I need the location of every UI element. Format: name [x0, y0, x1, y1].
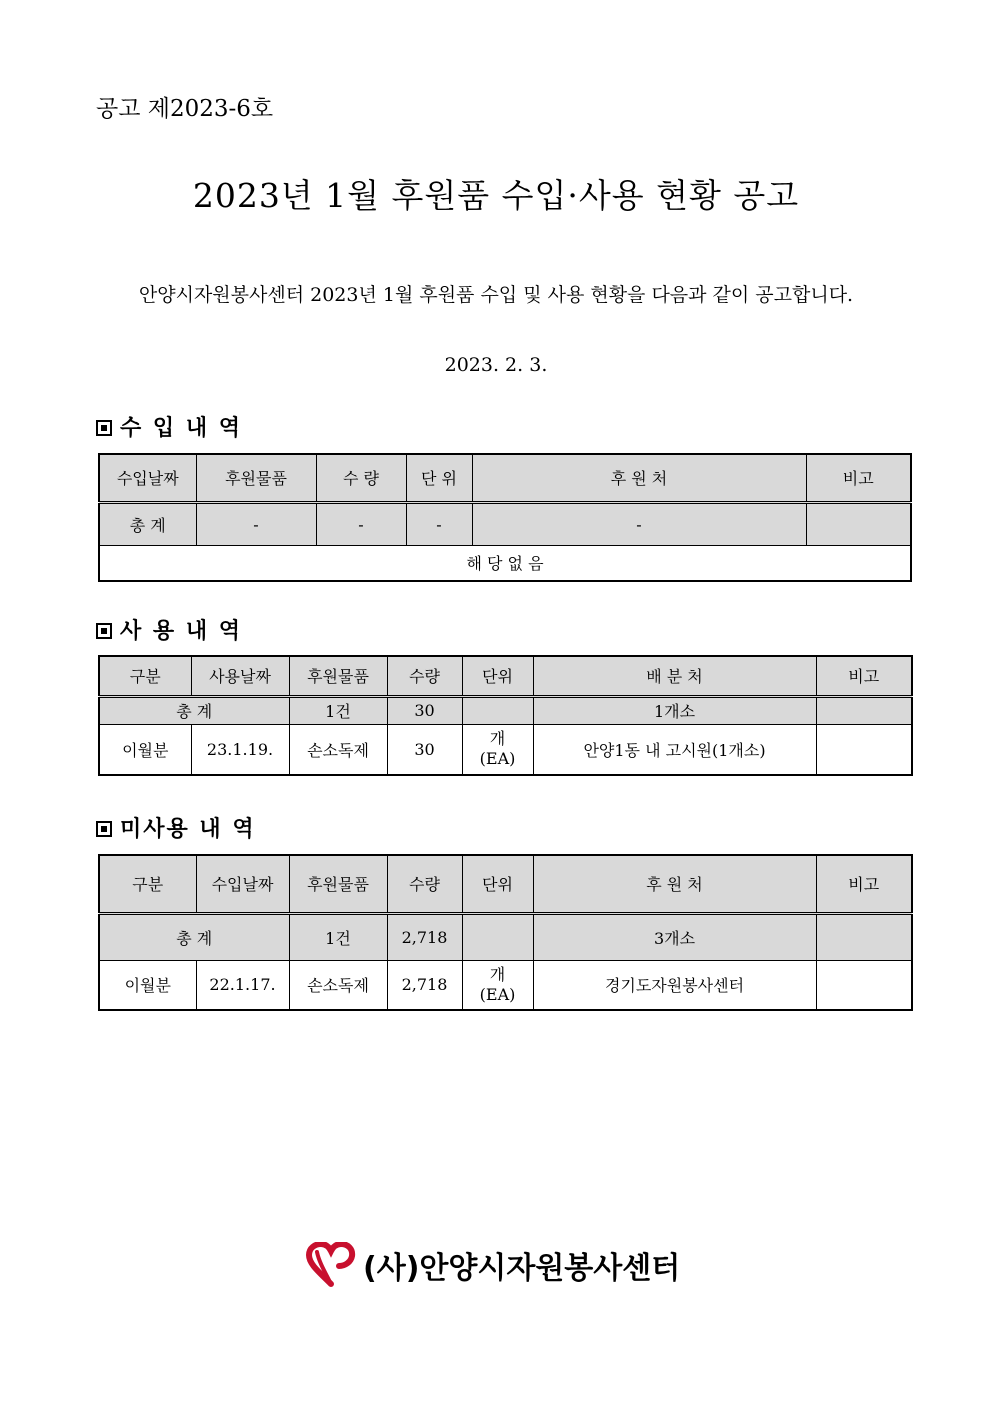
table-cell	[816, 724, 912, 775]
table-cell: 이월분	[99, 960, 196, 1010]
square-bullet-icon	[96, 623, 112, 639]
table-cell: 이월분	[99, 724, 191, 775]
column-header: 비고	[816, 855, 912, 913]
table-cell: -	[196, 502, 316, 545]
table-cell	[816, 913, 912, 960]
table-cell: 2,718	[387, 913, 462, 960]
column-header: 후원물품	[289, 656, 387, 696]
table-cell	[806, 502, 911, 545]
square-bullet-icon	[96, 821, 112, 837]
income-heading-label: 수 입 내 역	[120, 416, 242, 441]
table-cell: 안양1동 내 고시원(1개소)	[533, 724, 816, 775]
unit-label: 개	[489, 964, 506, 984]
table-cell: 손소독제	[289, 724, 387, 775]
table-cell	[462, 960, 533, 1010]
table-header-row	[99, 855, 912, 913]
table-cell: 2,718	[387, 960, 462, 1010]
table-row	[99, 960, 912, 1010]
unit-label: 개	[489, 729, 506, 749]
table-cell: 3개소	[533, 913, 816, 960]
organization-logo	[305, 1240, 680, 1290]
column-header: 수입날짜	[99, 454, 196, 502]
column-header: 사용날짜	[191, 656, 289, 696]
table-cell	[462, 696, 533, 724]
column-header: 후원물품	[289, 855, 387, 913]
total-label: 총 계	[99, 502, 196, 545]
table-cell	[816, 960, 912, 1010]
empty-notice: 해 당 없 음	[99, 545, 911, 581]
column-header: 단 위	[406, 454, 472, 502]
total-row	[99, 913, 912, 960]
column-header: 구분	[99, 855, 196, 913]
total-label: 총 계	[99, 913, 289, 960]
table-cell: 경기도자원봉사센터	[533, 960, 816, 1010]
table-cell	[816, 696, 912, 724]
table-cell: 1건	[289, 696, 387, 724]
table-header-row	[99, 656, 912, 696]
total-label: 총 계	[99, 696, 289, 724]
column-header: 단위	[462, 656, 533, 696]
unused-section-heading	[96, 812, 256, 843]
column-header: 후 원 처	[533, 855, 816, 913]
document-title: 2023년 1월 후원품 수입·사용 현황 공고	[192, 176, 800, 215]
income-table	[98, 453, 912, 582]
usage-heading-label: 사 용 내 역	[120, 619, 242, 644]
column-header: 후원물품	[196, 454, 316, 502]
square-bullet-icon	[96, 420, 112, 436]
table-cell: 22.1.17.	[196, 960, 289, 1010]
table-cell	[462, 724, 533, 775]
usage-section-heading	[96, 614, 242, 645]
table-cell: -	[316, 502, 406, 545]
table-cell	[462, 913, 533, 960]
notice-number: 공고 제2023-6호	[96, 96, 274, 122]
column-header: 구분	[99, 656, 191, 696]
column-header: 비고	[806, 454, 911, 502]
table-cell: 1건	[289, 913, 387, 960]
column-header: 수량	[387, 855, 462, 913]
unused-heading-label: 미사용 내 역	[120, 817, 256, 842]
intro-text: 안양시자원봉사센터 2023년 1월 후원품 수입 및 사용 현황을 다음과 같이 공고합니다.	[138, 284, 854, 306]
table-cell: 23.1.19.	[191, 724, 289, 775]
column-header: 수입날짜	[196, 855, 289, 913]
column-header: 수 량	[316, 454, 406, 502]
column-header: 단위	[462, 855, 533, 913]
heart-ribbon-icon	[305, 1242, 357, 1288]
document-date: 2023. 2. 3.	[444, 354, 548, 376]
column-header: 비고	[816, 656, 912, 696]
table-header-row	[99, 454, 911, 502]
table-row	[99, 545, 911, 581]
unit-code: (EA)	[479, 984, 516, 1004]
table-cell: 30	[387, 724, 462, 775]
column-header: 수량	[387, 656, 462, 696]
table-cell: -	[406, 502, 472, 545]
column-header: 후 원 처	[472, 454, 806, 502]
table-cell: 30	[387, 696, 462, 724]
total-row	[99, 696, 912, 724]
organization-name: (사)안양시자원봉사센터	[363, 1251, 681, 1286]
table-cell: -	[472, 502, 806, 545]
usage-table	[98, 655, 913, 776]
table-cell: 손소독제	[289, 960, 387, 1010]
total-row	[99, 502, 911, 545]
unused-table	[98, 854, 913, 1011]
income-section-heading	[96, 411, 242, 442]
column-header: 배 분 처	[533, 656, 816, 696]
table-cell: 1개소	[533, 696, 816, 724]
unit-code: (EA)	[479, 749, 516, 769]
table-row	[99, 724, 912, 775]
